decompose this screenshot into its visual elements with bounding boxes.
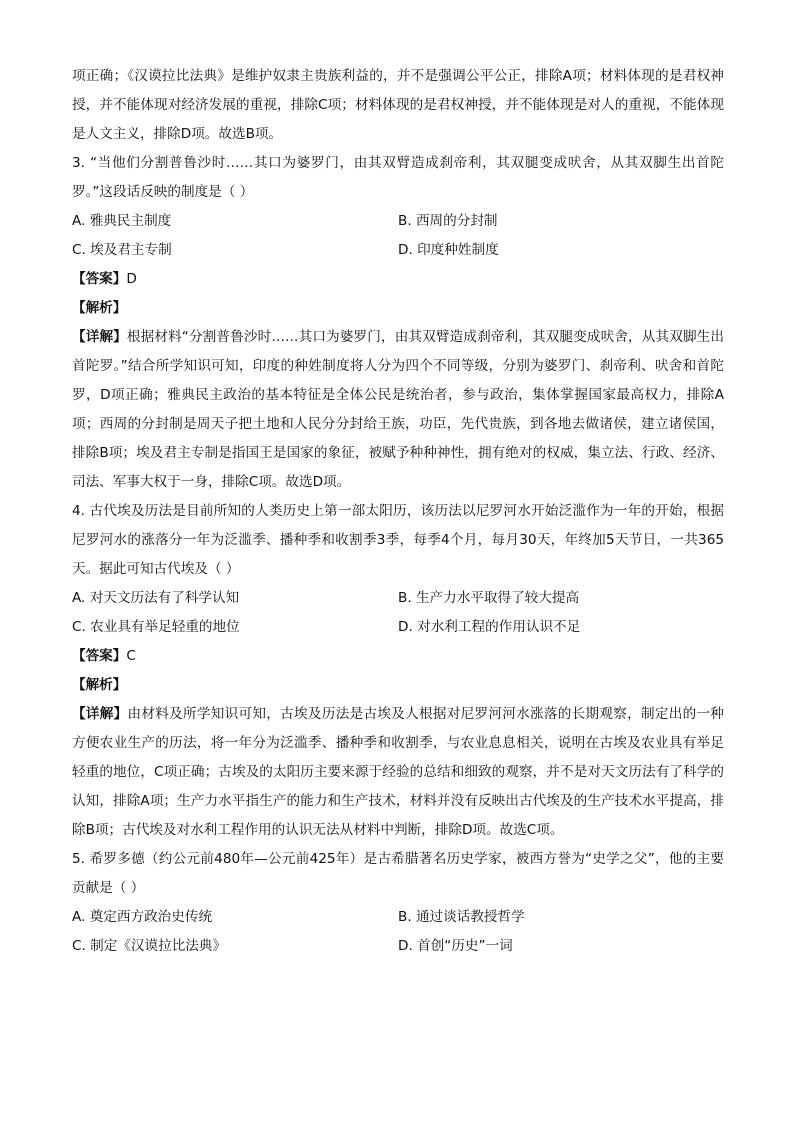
q2-analysis-continuation: 项正确；《汉谟拉比法典》是维护奴隶主贵族利益的，并不是强调公平公正，排除A项；材料体现的是君权神授，并不能体现对经济发展的重视，排除C项；材料体现的是君权神授，并不能体现是对人的重视，不能体现是人文主义，排除D项。故选B项。 — [72, 68, 724, 142]
q3-options — [72, 207, 724, 265]
q5-options — [72, 903, 724, 961]
q3-detail — [72, 323, 724, 497]
q4-detail-text: 由材料及所学知识可知，古埃及历法是古埃及人根据对尼罗河河水涨落的长期观察，制定出的一种方便农业生产的历法，将一年分为泛滥季、播种季和收割季，与农业息息相关，说明在古埃及农业具有举足轻重的地位，C项正确；古埃及的太阳历主要来源于经验的总结和细致的观察，并不是对天文历法有了科学的认知，排除A项；生产力水平指生产的能力和生产技术，材料并没有反映出古代埃及的生产技术水平提高，排除B项；古代埃及对水利工程作用的认识无法从材料中判断，排除D项。故选C项。 — [72, 706, 724, 838]
q4-detail-tag: 【详解】 — [72, 706, 128, 722]
q3-answer — [72, 265, 724, 294]
q5-option-c: C. 制定《汉谟拉比法典》 — [72, 938, 227, 954]
q4-options — [72, 584, 724, 642]
q5-option-d: D. 首创“历史”一词 — [398, 938, 513, 954]
q4-option-d: D. 对水利工程的作用认识不足 — [398, 619, 581, 635]
q4-detail — [72, 700, 724, 845]
q4-analysis-tag: 【解析】 — [72, 677, 127, 693]
q3-option-a: A. 雅典民主制度 — [72, 213, 172, 229]
q4-option-b: B. 生产力水平取得了较大提高 — [398, 590, 580, 606]
q3-option-c: C. 埃及君主专制 — [72, 242, 172, 258]
q3-detail-tag: 【详解】 — [72, 329, 127, 345]
q4-answer — [72, 642, 724, 671]
q5-option-a: A. 奠定西方政治史传统 — [72, 909, 213, 925]
q5-stem: 5. 希罗多德（约公元前480年—公元前425年）是古希腊著名历史学家，被西方誉为“史学之父”，他的主要贡献是（ ） — [72, 851, 724, 896]
q3-option-d: D. 印度种姓制度 — [398, 242, 499, 258]
q3-stem: 3. “当他们分割普鲁沙时……其口为婆罗门，由其双臂造成刹帝利，其双腿变成吠舍，从其双脚生出首陀罗。”这段话反映的制度是（ ） — [72, 155, 724, 200]
q3-analysis-tag: 【解析】 — [72, 300, 127, 316]
q4-answer-tag: 【答案】 — [72, 648, 127, 664]
q3-detail-text: 根据材料“分割普鲁沙时……其口为婆罗门，由其双臂造成刹帝利，其双腿变成吠舍，从其双脚生出首陀罗。”结合所学知识可知，印度的种姓制度将人分为四个不同等级，分别为婆罗门、刹帝利、吠舍和首陀罗，D项正确；雅典民主政治的基本特征是全体公民是统治者，参与政治，集体掌握国家最高权力，排除A项；西周的分封制是周天子把土地和人民分分封给王族，功臣，先代贵族，到各地去做诸侯，建立诸侯国，排除B项；埃及君主专制是指国王是国家的象征，被赋予种种神性，拥有绝对的权威，集立法、行政、经济、司法、军事大权于一身，排除C项。故选D项。 — [72, 329, 724, 490]
q4-option-c: C. 农业具有举足轻重的地位 — [72, 619, 240, 635]
q3-answer-value: D — [126, 271, 137, 287]
q3-option-b: B. 西周的分封制 — [398, 213, 498, 229]
q4-answer-value: C — [126, 648, 136, 664]
q5-option-b: B. 通过谈话教授哲学 — [398, 909, 525, 925]
q4-option-a: A. 对天文历法有了科学认知 — [72, 590, 240, 606]
q4-stem: 4. 古代埃及历法是目前所知的人类历史上第一部太阳历，该历法以尼罗河水开始泛滥作为一年的开始，根据尼罗河水的涨落分一年为泛滥季、播种季和收割季3季，每季4个月，每月30天，年终加5天节日，一共365天。据此可知古代埃及（ ） — [72, 503, 724, 577]
q3-answer-tag: 【答案】 — [72, 271, 127, 287]
document-page — [72, 62, 724, 961]
